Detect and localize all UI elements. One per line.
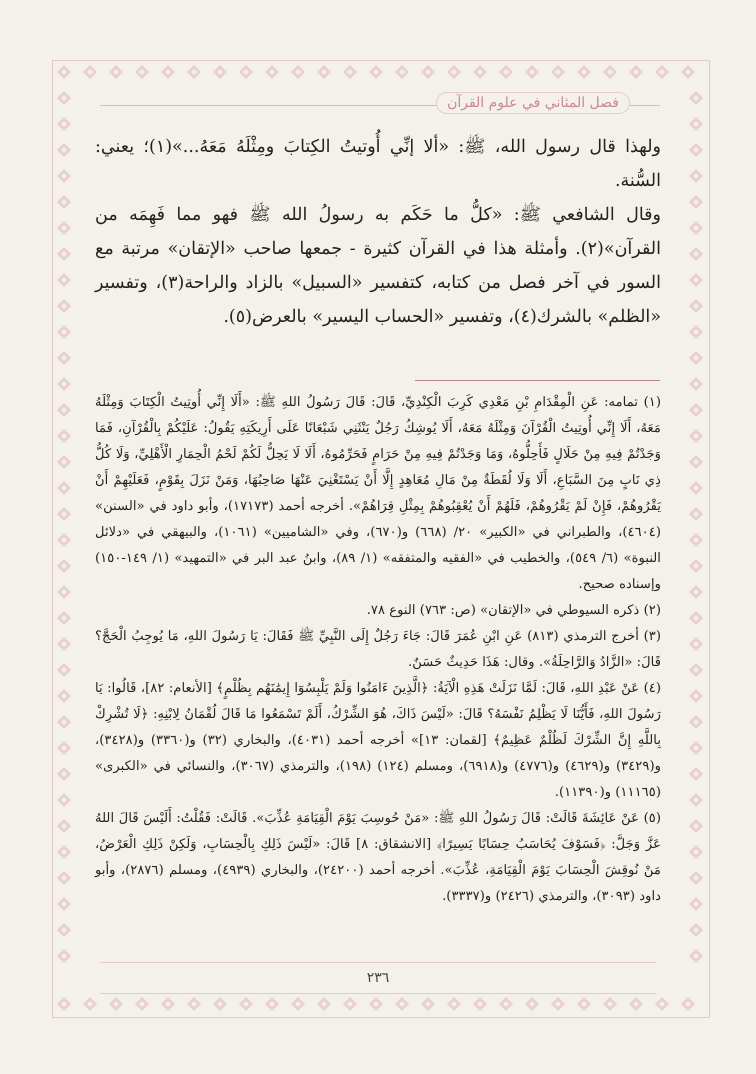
footnote: (٤) عَنْ عَبْدِ اللهِ، قَالَ: لَمَّا نَزَلَتْ هَذِهِ الْآيَةُ: ﴿الَّذِينَ ءَامَنُوا وَلَمْ يَلْبِسُوٓا إِيمَٰنَهُم بِظُلْمٍ﴾ [الأنعام: ٨٢]، قَالُوا: يَا رَسُولَ اللهِ، فَأَيُّنَا لَا يَظْلِمُ نَفْسَهُ؟ قَالَ: «لَيْسَ ذَاكَ، هُوَ الشِّرْكُ، أَلَمْ تَسْمَعُوا مَا قَالَ لُقْمَانُ لِابْنِهِ: ﴿لَا تُشْرِكْ بِاللَّهِ إِنَّ الشِّرْكَ لَظُلْمٌ عَظِيمٌ﴾ [لقمان: ١٣]» أخرجه أحمد (٤٠٣١)، والبخاري (٣٢) و(٣٣٦٠) و(٣٤٢٨)، و(٣٤٢٩) و(٤٦٢٩) و(٤٧٧٦) و(٦٩١٨)، ومسلم (١٢٤) (١٩٨)، والترمذي (٣٠٦٧)، والنسائي في «الكبرى» (١١١٦٥) و(١١٣٩٠). [95, 681, 662, 800]
ornament-icon [56, 428, 72, 444]
ornament-icon [688, 870, 704, 886]
footnote: (٥) عَنْ عَائِشَةَ قَالَتْ: قَالَ رَسُولُ اللهِ ﷺ: «مَنْ حُوسِبَ يَوْمَ الْقِيَامَةِ عُذِّبَ». قَالَتْ: فَقُلْتُ: أَلَيْسَ قَالَ اللهُ عَزَّ وَجَلَّ: ﴿فَسَوْفَ يُحَاسَبُ حِسَابًا يَسِيرًا﴾ [الانشقاق: ٨] قَالَ: «لَيْسَ ذَلِكِ بِالْحِسَابِ، وَلَكِنْ ذَلِكِ الْعَرْضُ، مَنْ نُوقِشَ الْحِسَابَ يَوْمَ الْقِيَامَةِ، عُذِّبَ». أخرجه أحمد (٢٤٢٠٠)، والبخاري (٤٩٣٩)، ومسلم (٢٨٧٦)، وأبو داود (٣٠٩٣)، والترمذي (٢٤٢٦) و(٣٣٣٧). [95, 811, 662, 904]
ornament-icon [688, 168, 704, 184]
footnotes [95, 390, 661, 910]
ornament-icon [56, 480, 72, 496]
ornament-icon [688, 246, 704, 262]
ornament-icon [680, 996, 696, 1012]
ornament-icon [688, 948, 704, 964]
ornament-icon [56, 454, 72, 470]
ornament-icon [688, 532, 704, 548]
ornament-icon [238, 996, 254, 1012]
ornament-icon [446, 64, 462, 80]
ornament-icon [56, 610, 72, 626]
ornament-icon [56, 922, 72, 938]
page-number: ٢٣٦ [366, 970, 390, 986]
ornament-icon [56, 350, 72, 366]
ornament-icon [238, 64, 254, 80]
ornament-icon [550, 64, 566, 80]
ornament-icon [680, 64, 696, 80]
ornament-icon [688, 376, 704, 392]
ornament-icon [290, 996, 306, 1012]
ornament-icon [498, 996, 514, 1012]
ornament-icon [550, 996, 566, 1012]
running-header [100, 92, 660, 120]
ornament-icon [688, 558, 704, 574]
ornament-icon [342, 64, 358, 80]
ornament-icon [316, 996, 332, 1012]
ornament-icon [688, 402, 704, 418]
ornament-icon [56, 194, 72, 210]
ornament-icon [160, 996, 176, 1012]
ornament-icon [654, 996, 670, 1012]
main-text [95, 130, 661, 334]
ornament-icon [56, 714, 72, 730]
ornament-icon [446, 996, 462, 1012]
ornament-icon [134, 64, 150, 80]
ornament-icon [56, 996, 72, 1012]
ornament-icon [56, 298, 72, 314]
ornament-icon [602, 64, 618, 80]
ornament-icon [688, 688, 704, 704]
ornament-icon [82, 996, 98, 1012]
ornament-icon [688, 740, 704, 756]
ornament-icon [82, 64, 98, 80]
ornament-icon [56, 792, 72, 808]
ornament-icon [688, 610, 704, 626]
footnote: (٢) ذكره السيوطي في «الإتقان» (ص: ٧٦٣) النوع ٧٨. [366, 603, 661, 618]
ornament-icon [108, 64, 124, 80]
ornament-icon [498, 64, 514, 80]
ornament-icon [472, 996, 488, 1012]
ornament-icon [628, 996, 644, 1012]
ornament-icon [56, 584, 72, 600]
ornament-icon [56, 766, 72, 782]
ornament-icon [688, 584, 704, 600]
ornament-icon [186, 996, 202, 1012]
ornament-icon [56, 740, 72, 756]
ornament-icon [688, 142, 704, 158]
footnote: (٣) أخرج الترمذي (٨١٣) عَنِ ابْنِ عُمَرَ قَالَ: جَاءَ رَجُلٌ إِلَى النَّبِيِّ ﷺ فَقَالَ: يَا رَسُولَ اللهِ، مَا يُوجِبُ الْحَجَّ؟ قَالَ: «الزَّادُ وَالرَّاحِلَةُ». وقال: هَذَا حَدِيثٌ حَسَنٌ. [95, 629, 661, 670]
ornament-icon [576, 996, 592, 1012]
ornament-icon [212, 64, 228, 80]
ornament-icon [688, 116, 704, 132]
ornament-icon [56, 558, 72, 574]
ornament-icon [394, 996, 410, 1012]
ornament-icon [342, 996, 358, 1012]
ornament-icon [134, 996, 150, 1012]
ornament-icon [56, 688, 72, 704]
ornament-icon [56, 948, 72, 964]
ornament-icon [688, 480, 704, 496]
ornament-icon [524, 996, 540, 1012]
ornament-icon [688, 636, 704, 652]
ornament-icon [290, 64, 306, 80]
ornament-icon [56, 376, 72, 392]
ornament-icon [56, 324, 72, 340]
ornament-icon [688, 220, 704, 236]
ornament-icon [186, 64, 202, 80]
ornament-icon [628, 64, 644, 80]
ornament-icon [56, 532, 72, 548]
ornament-icon [56, 636, 72, 652]
ornament-icon [56, 272, 72, 288]
ornament-icon [524, 64, 540, 80]
ornament-icon [394, 64, 410, 80]
main-paragraph: وقال الشافعي ﷺ: «كلُّ ما حَكَم به رسولُ الله ﷺ فهو مما فَهِمَه من القرآن»(٢). وأمثلة هذا في القرآن كثيرة - جمعها صاحب «الإتقان» مرتبة مع السور في آخر فصل من كتابه، كتفسير «السبيل» بالزاد والراحة(٣)، وتفسير «الظلم» بالشرك(٤)، وتفسير «الحساب اليسير» بالعرض(٥). [95, 205, 661, 327]
ornament-icon [56, 402, 72, 418]
ornament-icon [56, 116, 72, 132]
ornament-icon [56, 64, 72, 80]
ornament-icon [688, 90, 704, 106]
ornament-icon [688, 714, 704, 730]
ornament-icon [160, 64, 176, 80]
ornament-icon [688, 792, 704, 808]
ornament-icon [688, 350, 704, 366]
ornament-icon [316, 64, 332, 80]
ornament-icon [56, 142, 72, 158]
ornament-icon [688, 818, 704, 834]
ornament-icon [56, 818, 72, 834]
ornament-icon [368, 64, 384, 80]
ornament-icon [420, 64, 436, 80]
ornament-icon [56, 506, 72, 522]
ornament-icon [56, 90, 72, 106]
ornament-icon [688, 298, 704, 314]
ornament-icon [688, 506, 704, 522]
ornament-icon [472, 64, 488, 80]
main-paragraph: ولهذا قال رسول الله، ﷺ: «ألا إنِّي أُوتيتُ الكِتابَ ومِثْلَهُ مَعَهُ...»(١)؛ يعني: السُّنة. [95, 137, 661, 191]
ornament-icon [56, 870, 72, 886]
ornament-icon [56, 662, 72, 678]
ornament-icon [420, 996, 436, 1012]
ornament-icon [264, 996, 280, 1012]
ornament-icon [688, 454, 704, 470]
ornament-icon [688, 766, 704, 782]
footnote: (١) تمامه: عَنِ الْمِقْدَامِ بْنِ مَعْدِي كَرِبَ الْكِنْدِيِّ، قَالَ: قَالَ رَسُولُ اللهِ ﷺ: «أَلَا إِنِّي أُوتِيتُ الْكِتَابَ وَمِثْلَهُ مَعَهُ، أَلَا إِنِّي أُوتِيتُ الْقُرْآنَ وَمِثْلَهُ مَعَهُ، أَلَا يُوشِكُ رَجُلٌ يَنْثَنِي شَبْعَانًا عَلَى أَرِيكَتِهِ يَقُولُ: عَلَيْكُمْ بِالْقُرْآنِ، فَمَا وَجَدْتُمْ فِيهِ مِنْ حَلَالٍ فَأَحِلُّوهُ، وَمَا وَجَدْتُمْ فِيهِ مِنْ حَرَامٍ فَحَرِّمُوهُ، أَلَا لَا يَحِلُّ لَكُمْ لَحْمُ الْحِمَارِ الْأَهْلِيِّ، وَلَا كُلُّ ذِي نَابٍ مِنَ السَّبَاعِ، أَلَا وَلَا لُقَطَةٌ مِنْ مَالِ مُعَاهِدٍ إِلَّا أَنْ يَسْتَغْنِيَ عَنْهَا صَاحِبُهَا، وَمَنْ نَزَلَ بِقَوْمٍ، فَعَلَيْهِمْ أَنْ يَقْرُوهُمْ، فَإِنْ لَمْ يَقْرُوهُمْ، فَلَهُمْ أَنْ يُعْقِبُوهُمْ بِمِثْلِ قِرَاهُمْ». أخرجه أحمد (١٧١٧٣)، وأبو داود في «السنن» (٤٦٠٤)، والطبراني في «الكبير» ٢٠/ (٦٦٨) و(٦٧٠)، وفي «الشاميين» (١٠٦١)، والبيهقي في «دلائل النبوة» (٦/ ٥٤٩)، والخطيب في «الفقيه والمتفقه» (١/ ٨٩)، وابنُ عبد البر في «التمهيد» (١/ ١٤٩-١٥٠) وإسناده صحيح. [95, 395, 662, 592]
ornament-icon [212, 996, 228, 1012]
ornament-icon [688, 662, 704, 678]
ornament-icon [56, 844, 72, 860]
ornament-icon [56, 168, 72, 184]
ornament-icon [688, 896, 704, 912]
ornament-icon [688, 272, 704, 288]
ornament-icon [688, 844, 704, 860]
ornament-icon [56, 896, 72, 912]
ornament-icon [688, 922, 704, 938]
ornament-icon [654, 64, 670, 80]
ornament-icon [576, 64, 592, 80]
footnote-divider [415, 380, 660, 381]
ornament-icon [688, 194, 704, 210]
ornament-icon [688, 428, 704, 444]
ornament-icon [108, 996, 124, 1012]
header-title: فصل المثاني في علوم القرآن [436, 92, 630, 114]
ornament-icon [56, 246, 72, 262]
ornament-icon [264, 64, 280, 80]
ornament-icon [368, 996, 384, 1012]
ornament-icon [56, 220, 72, 236]
ornament-icon [688, 324, 704, 340]
ornament-icon [602, 996, 618, 1012]
